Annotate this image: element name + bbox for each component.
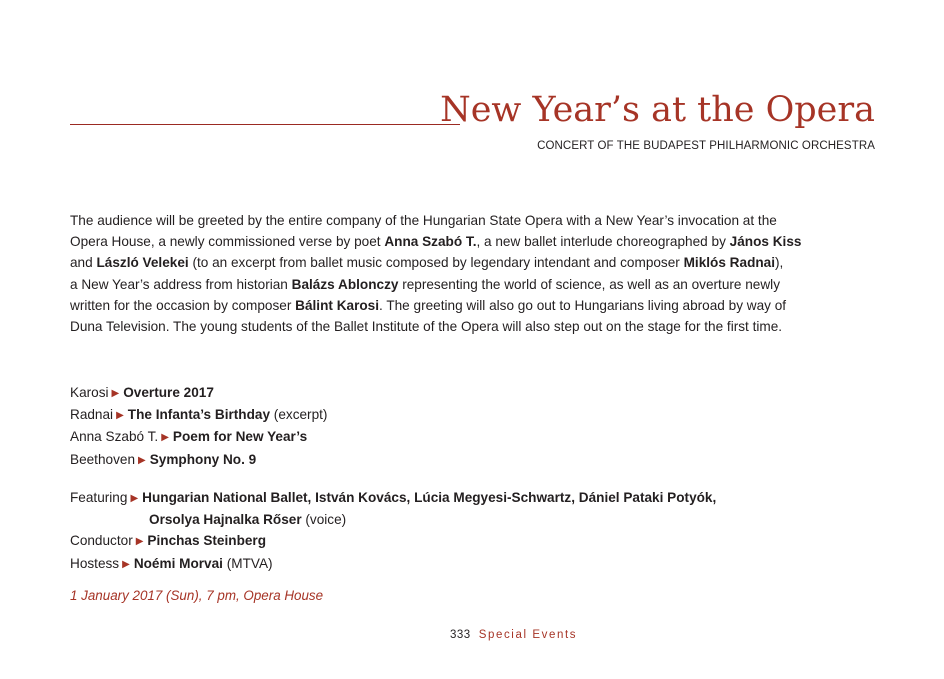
credit-note: (voice) <box>301 512 347 528</box>
credit-featuring-continued <box>70 509 716 530</box>
program-work: Symphony No. 9 <box>149 451 257 467</box>
intro-name-composer: Miklós Radnai <box>683 255 776 271</box>
page-number: 333 <box>450 629 471 641</box>
program-work: Overture 2017 <box>123 385 214 400</box>
intro-text: and <box>70 255 97 271</box>
credit-performers: Orsolya Hajnalka Rőser <box>149 512 302 528</box>
title-rule <box>70 124 460 125</box>
page-subtitle: CONCERT OF THE BUDAPEST PHILHARMONIC ORCHESTRA <box>537 140 875 152</box>
credit-featuring <box>70 487 716 509</box>
credits-list <box>70 487 716 575</box>
credit-conductor <box>70 530 716 552</box>
intro-line <box>70 295 870 316</box>
program-composer: Radnai <box>70 407 114 423</box>
triangle-right-icon: ▶ <box>138 454 146 466</box>
program-item <box>70 426 327 448</box>
program-composer: Anna Szabó T. <box>70 429 159 445</box>
triangle-right-icon: ▶ <box>116 410 124 422</box>
credit-label: Hostess <box>70 555 120 571</box>
intro-name-poet: Anna Szabó T. <box>384 234 477 250</box>
program-work: Poem for New Year’s <box>172 429 308 445</box>
triangle-right-icon: ▶ <box>111 388 120 399</box>
intro-name-choreographer: János Kiss <box>729 234 802 250</box>
credit-label: Conductor <box>70 533 133 549</box>
program-composer: Karosi <box>70 385 109 400</box>
triangle-right-icon: ▶ <box>122 558 130 570</box>
intro-text: The audience will be greeted by the entire company of the Hungarian State Opera with a New Year’s invocation at the <box>70 213 777 228</box>
intro-line <box>70 210 870 231</box>
intro-text: a New Year’s address from historian <box>70 276 292 292</box>
intro-text: written for the occasion by composer <box>70 297 296 313</box>
intro-text: representing the world of science, as well as an overture newly <box>398 276 780 292</box>
program-note: (excerpt) <box>270 407 328 423</box>
program-item <box>70 404 327 426</box>
intro-text: Duna Television. The young students of the Ballet Institute of the Opera will also step out on the stage for the first time. <box>70 319 783 335</box>
program-composer: Beethoven <box>70 451 136 467</box>
intro-text: . The greeting will also go out to Hungarians living abroad by way of <box>379 297 787 313</box>
program-work: The Infanta’s Birthday <box>127 407 271 423</box>
page-footer <box>450 626 577 644</box>
intro-line <box>70 231 870 252</box>
intro-text: (to an excerpt from ballet music composed by legendary intendant and composer <box>188 255 684 271</box>
intro-line <box>70 274 870 295</box>
page-title: New Year’s at the Opera <box>440 90 875 130</box>
program-item <box>70 382 327 404</box>
credit-hostess-name: Noémi Morvai <box>133 555 223 571</box>
credit-conductor-name: Pinchas Steinberg <box>147 533 267 549</box>
credit-note: (MTVA) <box>222 555 273 571</box>
credit-hostess <box>70 553 716 575</box>
event-date: 1 January 2017 (Sun), 7 pm, Opera House <box>70 588 324 603</box>
credit-label: Featuring <box>70 490 128 505</box>
intro-name-composer: Bálint Karosi <box>295 297 380 313</box>
program-list <box>70 382 327 471</box>
triangle-right-icon: ▶ <box>130 493 139 504</box>
section-name: Special Events <box>478 629 578 641</box>
intro-line <box>70 252 870 273</box>
credit-performers: Hungarian National Ballet, István Kovács, Lúcia Megyesi-Schwartz, Dániel Pataki Potyók, <box>142 490 717 505</box>
intro-paragraph <box>70 210 870 337</box>
intro-line <box>70 316 870 337</box>
intro-name-historian: Balázs Ablonczy <box>291 276 399 292</box>
triangle-right-icon: ▶ <box>135 536 144 548</box>
intro-name-choreographer: László Velekei <box>96 255 189 271</box>
program-item <box>70 449 327 471</box>
triangle-right-icon: ▶ <box>161 432 169 444</box>
intro-text: ), <box>775 255 784 271</box>
intro-text: Opera House, a newly commissioned verse by poet <box>70 234 385 250</box>
intro-text: , a new ballet interlude choreographed by <box>476 234 730 250</box>
